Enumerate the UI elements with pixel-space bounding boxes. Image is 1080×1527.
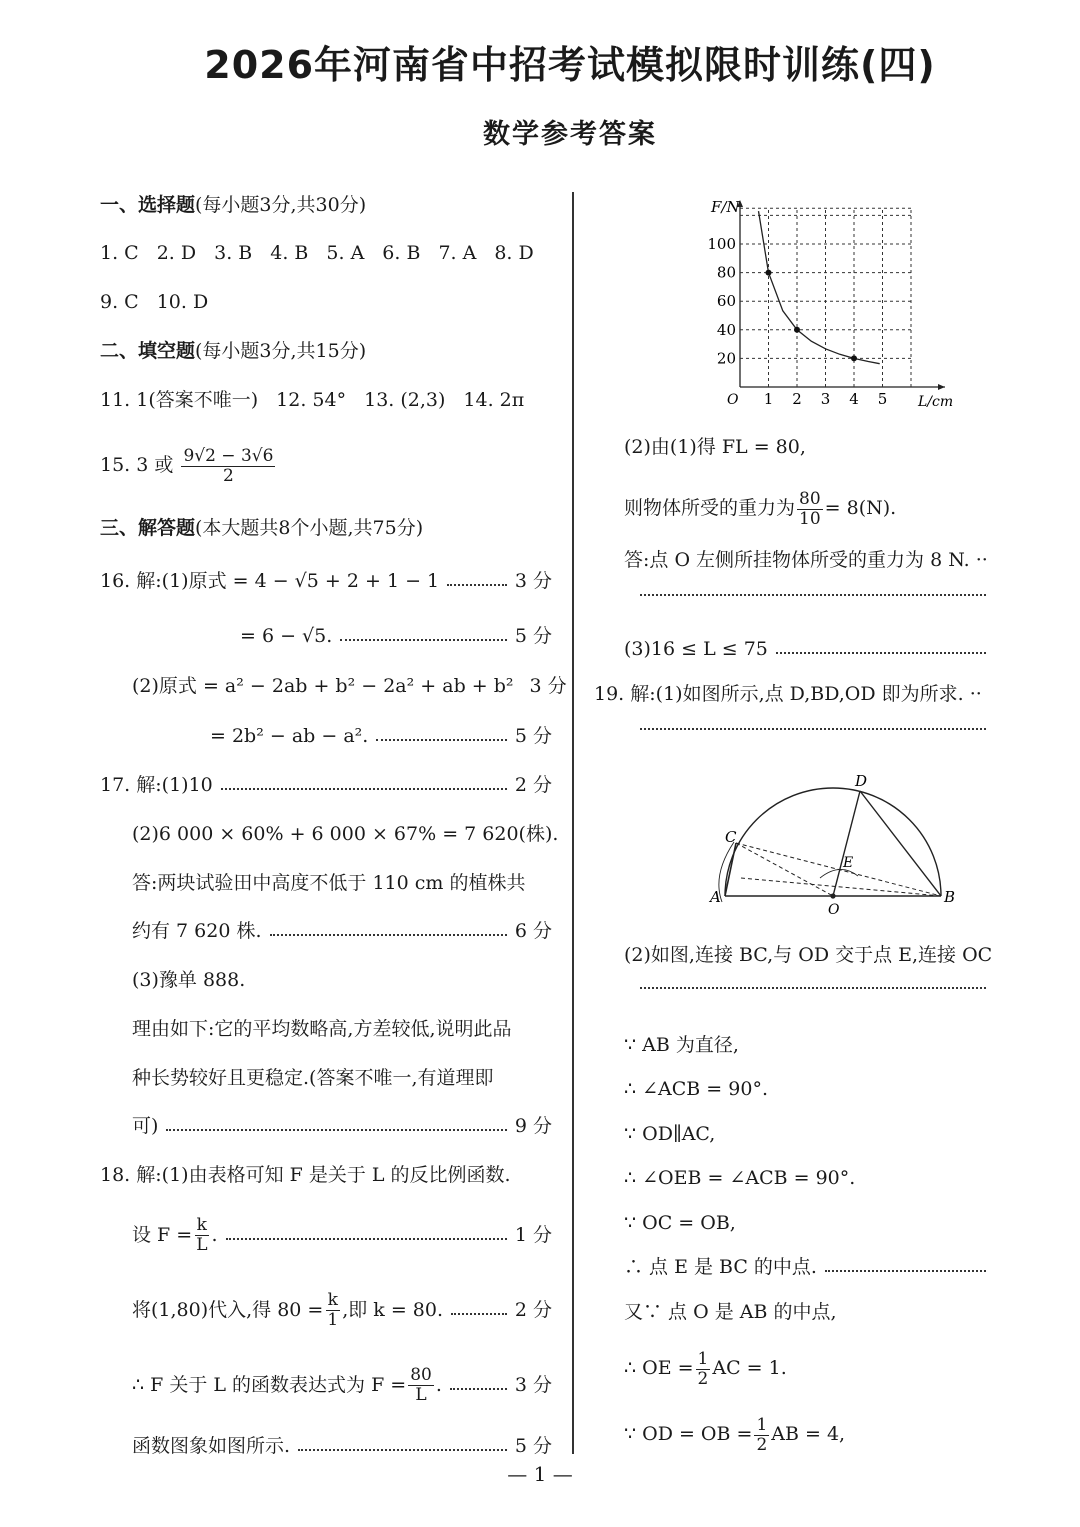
data-point: [794, 327, 800, 333]
point-o: [830, 893, 835, 898]
q18-step-3: [132, 1285, 552, 1335]
fraction-denominator: 2: [697, 1368, 709, 1389]
label-e: E: [843, 855, 854, 871]
leader-dots: [451, 1313, 507, 1315]
leader-dots: [270, 934, 507, 936]
leader-dots: [640, 728, 986, 730]
mc-answer: 10. D: [156, 291, 209, 313]
y-tick-label: 60: [716, 292, 736, 311]
step-text: (3)16 ≤ L ≤ 75: [624, 638, 768, 660]
step-score: 9 分: [514, 1115, 552, 1137]
leader-dots: [298, 1449, 507, 1451]
q19-step-3: (2)如图,连接 BC,与 OD 交于点 E,连接 OC: [624, 944, 993, 966]
x-tick-label: 4: [849, 390, 859, 408]
fraction: [194, 1216, 209, 1255]
fill-answer: 11. 1(答案不唯一): [100, 389, 259, 411]
q16-step-1: [100, 567, 552, 595]
mc-answer: 5. A: [326, 242, 365, 264]
auxiliary-dashed: [741, 878, 941, 896]
step-text: 函数图象如图所示.: [132, 1435, 291, 1457]
x-axis-label: L/cm: [918, 394, 954, 410]
q17-step-2: (2)6 000 × 60% + 6 000 × 67% = 7 620(株).: [132, 823, 559, 845]
step-score: 2 分: [514, 1299, 552, 1321]
q19-step-1: 19. 解:(1)如图所示,点 D,BD,OD 即为所求. ··: [594, 683, 982, 705]
fraction-denominator: 2: [756, 1434, 768, 1455]
fraction: [754, 1416, 769, 1455]
x-tick-label: 3: [820, 390, 831, 408]
q17-step-8: [132, 1112, 552, 1140]
fraction-numerator: k: [196, 1214, 207, 1235]
fraction-numerator: k: [327, 1289, 338, 1310]
step-text: 16. 解:(1)原式 = 4 − √5 + 2 + 1 − 1: [100, 570, 440, 592]
step-score: 3 分: [529, 675, 567, 697]
q17-step-6: 理由如下:它的平均数略高,方差较低,说明此品: [132, 1018, 512, 1040]
q18-step-6: (2)由(1)得 FL = 80,: [624, 436, 806, 458]
data-point: [851, 355, 857, 361]
step-prefix: ∵ OD = OB =: [624, 1423, 753, 1445]
section-2-title: 二、填空题: [100, 340, 196, 362]
label-a: A: [710, 888, 721, 906]
leader-dots: [376, 739, 507, 741]
fill-15-prefix: 15. 3 或: [100, 454, 174, 476]
x-tick-label: 1: [763, 390, 774, 408]
step-suffix: ,即 k = 80.: [342, 1299, 443, 1321]
step-text: 17. 解:(1)10: [100, 774, 213, 796]
q18-step-1: 18. 解:(1)由表格可知 F 是关于 L 的反比例函数.: [100, 1164, 511, 1186]
label-d: D: [855, 772, 868, 790]
q19-step-4: [632, 983, 994, 985]
fraction-numerator: 80: [799, 488, 821, 509]
step-text: (2)原式 = a² − 2ab + b² − 2a² + ab + b²: [132, 675, 514, 697]
step-suffix: = 8(N).: [824, 497, 897, 519]
step-prefix: 则物体所受的重力为: [624, 497, 796, 519]
y-tick-label: 80: [716, 263, 736, 282]
mc-answer: 3. B: [214, 242, 253, 264]
x-tick-label: 2: [792, 390, 802, 408]
segment-ac: [725, 843, 736, 896]
data-points: [766, 270, 858, 362]
step-score: 3 分: [514, 570, 552, 592]
step-suffix: AC = 1.: [712, 1357, 787, 1379]
step-prefix: 设 F =: [132, 1224, 193, 1246]
semicircle-figure: [700, 770, 970, 920]
q18-step-10: [624, 635, 994, 663]
q19-step-6: ∴ ∠ACB = 90°.: [624, 1078, 768, 1100]
fill-answer: 13. (2,3): [364, 389, 446, 411]
leader-dots: [825, 1270, 986, 1272]
fraction: [408, 1366, 434, 1405]
leader-dots: [640, 594, 986, 596]
fraction-denominator: L: [196, 1234, 208, 1255]
fraction-numerator: 80: [410, 1364, 432, 1385]
page-subtitle: 数学参考答案: [483, 119, 657, 150]
leader-dots: [640, 987, 986, 989]
q18-step-2: [132, 1210, 552, 1260]
y-tick-label: 100: [707, 235, 736, 253]
origin-label: O: [727, 392, 739, 408]
x-axis-arrow: [938, 384, 945, 390]
step-score: 5 分: [514, 625, 552, 647]
step-score: 6 分: [514, 920, 552, 942]
leader-dots: [340, 639, 507, 641]
fill-answer: 14. 2π: [463, 389, 525, 411]
step-suffix: AB = 4,: [771, 1423, 846, 1445]
fraction-denominator: 2: [223, 465, 234, 486]
step-suffix: .: [211, 1224, 218, 1246]
mc-answer: 6. B: [382, 242, 421, 264]
step-text: ∴ 点 E 是 BC 的中点.: [624, 1256, 817, 1278]
q17-step-5: (3)豫单 888.: [132, 969, 246, 991]
fill-answer: 12. 54°: [276, 389, 347, 411]
mc-answer: 2. D: [156, 242, 197, 264]
section-1-title: 一、选择题: [100, 194, 196, 216]
q19-step-8: ∴ ∠OEB = ∠ACB = 90°.: [624, 1167, 856, 1189]
q17-step-1: [100, 771, 552, 799]
mc-answer: 7. A: [438, 242, 477, 264]
q19-step-12: [624, 1343, 787, 1393]
y-axis-label: F/N: [711, 198, 740, 216]
q17-step-7: 种长势较好且更稳定.(答案不唯一,有道理即: [132, 1067, 494, 1089]
fraction-denominator: 1: [327, 1309, 339, 1330]
step-text: 约有 7 620 株.: [132, 920, 262, 942]
step-text: = 2b² − ab − a².: [210, 725, 369, 747]
q16-step-3: [132, 672, 567, 700]
step-prefix: ∴ F 关于 L 的函数表达式为 F =: [132, 1374, 407, 1396]
leader-dots: [447, 584, 507, 586]
segment-oc-dashed: [736, 843, 833, 896]
label-c: C: [725, 828, 737, 846]
fraction-numerator: 1: [756, 1414, 768, 1435]
step-prefix: 将(1,80)代入,得 80 =: [132, 1299, 324, 1321]
inverse-function-graph: [700, 192, 970, 417]
segment-od: [833, 791, 860, 896]
q16-step-2: [240, 622, 552, 650]
fraction: [797, 490, 823, 529]
step-score: 2 分: [514, 774, 552, 796]
section-3-heading: [100, 514, 423, 542]
label-o: O: [828, 902, 840, 918]
q18-step-7: [624, 483, 896, 533]
mc-answers-row-2: [100, 288, 226, 316]
section-3-note: (本大题共8个小题,共75分): [195, 517, 424, 539]
section-2-heading: [100, 337, 366, 365]
mc-answers-row-1: [100, 239, 552, 267]
leader-dots: [450, 1388, 507, 1390]
step-text: 可): [132, 1115, 159, 1137]
section-1-note: (每小题3分,共30分): [195, 194, 367, 216]
q18-step-4: [132, 1360, 552, 1410]
segment-bd: [860, 791, 941, 896]
page-title: 2026年河南省中招考试模拟限时训练(四): [204, 43, 936, 87]
leader-dots: [226, 1238, 507, 1240]
leader-dots: [221, 788, 507, 790]
fraction-denominator: L: [415, 1384, 427, 1405]
q18-step-9: [632, 590, 994, 592]
fraction: [325, 1291, 340, 1330]
section-3-title: 三、解答题: [100, 517, 196, 539]
fraction-numerator: 1: [697, 1348, 709, 1369]
data-point: [766, 270, 772, 276]
y-tick-label: 40: [716, 320, 736, 339]
q19-step-7: ∵ OD∥AC,: [624, 1123, 716, 1145]
section-2-note: (每小题3分,共15分): [195, 340, 367, 362]
step-score: 5 分: [514, 1435, 552, 1457]
step-text: = 6 − √5.: [240, 625, 333, 647]
curve-f-80-over-l: [759, 211, 880, 364]
step-score: 5 分: [514, 725, 552, 747]
page-number: — 1 —: [507, 1462, 573, 1486]
fraction-denominator: 10: [799, 508, 821, 529]
x-tick-label: 5: [877, 390, 888, 408]
q19-step-9: ∵ OC = OB,: [624, 1212, 736, 1234]
x-tick-labels: [764, 390, 888, 408]
step-prefix: ∴ OE =: [624, 1357, 694, 1379]
mc-answer: 8. D: [494, 242, 534, 264]
mc-answer: 9. C: [100, 291, 139, 313]
q18-step-5: [132, 1432, 552, 1460]
fraction: [696, 1350, 711, 1389]
y-tick-labels: [707, 235, 736, 367]
q17-step-3: 答:两块试验田中高度不低于 110 cm 的植株共: [132, 872, 526, 894]
q17-step-4: [132, 917, 552, 945]
q18-step-8: 答:点 O 左侧所挂物体所受的重力为 8 N. ··: [624, 549, 988, 571]
mc-answer: 1. C: [100, 242, 139, 264]
step-score: 3 分: [514, 1374, 552, 1396]
q16-step-4: [210, 722, 552, 750]
mc-answer: 4. B: [270, 242, 309, 264]
step-suffix: .: [435, 1374, 442, 1396]
label-b: B: [944, 888, 956, 906]
step-score: 1 分: [514, 1224, 552, 1246]
fill-answer-15: [100, 440, 277, 490]
column-divider: [572, 192, 574, 1454]
y-tick-label: 20: [716, 349, 736, 368]
fill-answers-row-1: [100, 386, 542, 414]
grid: [740, 208, 911, 387]
q19-step-11: 又∵ 点 O 是 AB 的中点,: [624, 1301, 837, 1323]
fill-15-fraction: [181, 447, 275, 486]
section-1-heading: [100, 191, 366, 219]
fraction-numerator: 9√2 − 3√6: [183, 445, 274, 466]
leader-dots: [166, 1129, 506, 1131]
q19-step-10: [624, 1253, 994, 1281]
q19-step-5: ∵ AB 为直径,: [624, 1034, 739, 1056]
leader-dots: [776, 652, 986, 654]
q19-step-2: [632, 724, 994, 726]
q19-step-13: [624, 1409, 845, 1459]
